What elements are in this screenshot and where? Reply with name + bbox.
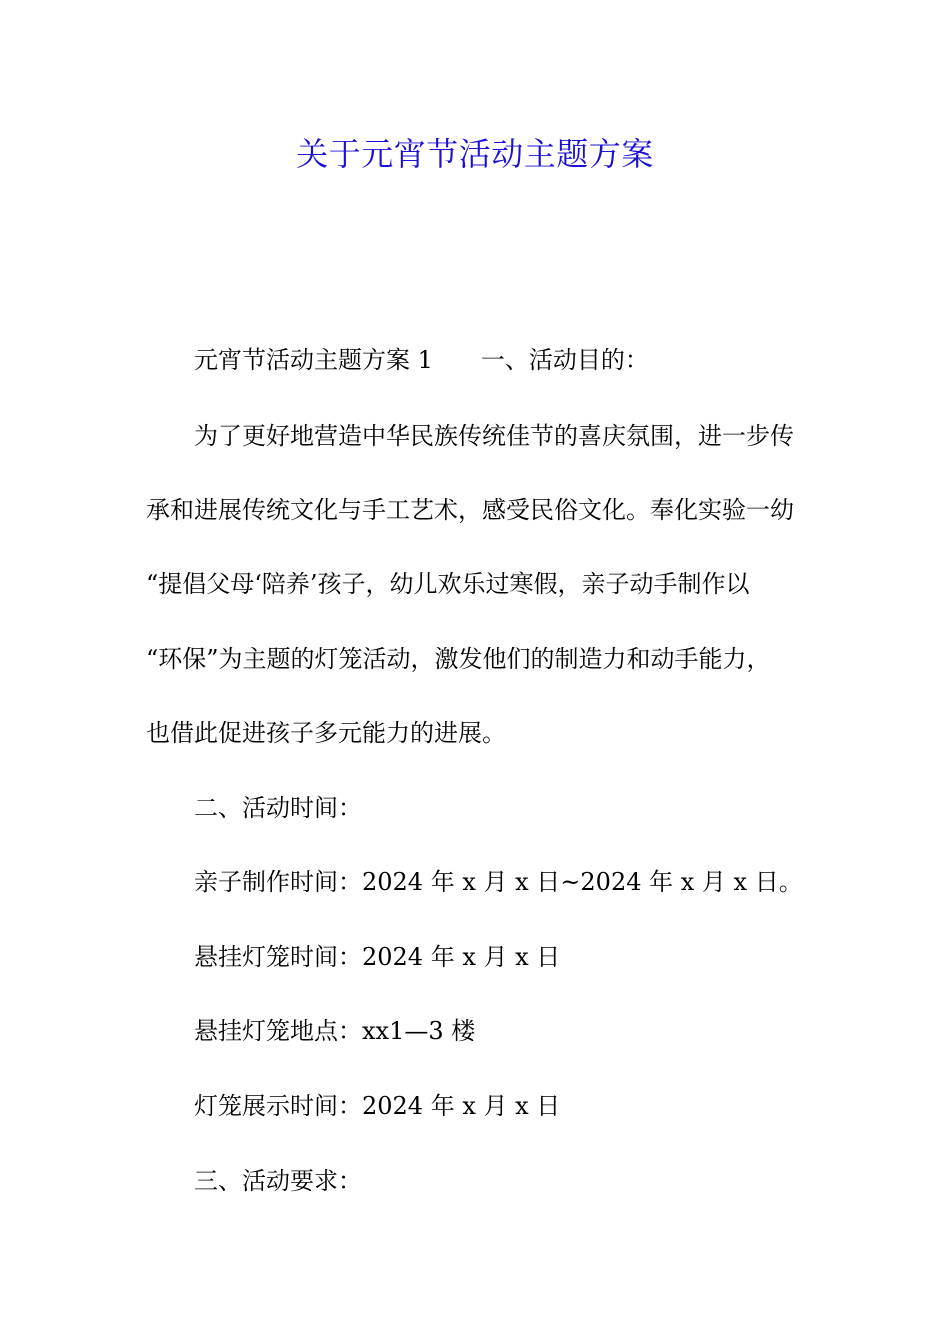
section-heading-requirements: 三、活动要求： bbox=[194, 1167, 362, 1195]
paragraph-line: 承和进展传统文化与手工艺术，感受民俗文化。奉化实验一幼 bbox=[146, 496, 794, 524]
time-item: 灯笼展示时间：2024 年 x 月 x 日 bbox=[194, 1092, 561, 1120]
paragraph-line: 也借此促进孩子多元能力的进展。 bbox=[146, 719, 506, 747]
time-item: 亲子制作时间：2024 年 x 月 x 日~2024 年 x 月 x 日。 bbox=[194, 868, 803, 896]
paragraph-line: “环保”为主题的灯笼活动，激发他们的制造力和动手能力， bbox=[146, 645, 771, 673]
document-title: 关于元宵节活动主题方案 bbox=[296, 135, 654, 173]
section-heading-time: 二、活动时间： bbox=[194, 794, 362, 822]
paragraph-line: 为了更好地营造中华民族传统佳节的喜庆氛围，进一步传 bbox=[194, 422, 794, 450]
plan-name: 元宵节活动主题方案 1 bbox=[194, 346, 433, 374]
time-item: 悬挂灯笼时间：2024 年 x 月 x 日 bbox=[194, 943, 561, 971]
section-heading-purpose: 一、活动目的： bbox=[480, 346, 649, 374]
plan-heading-line bbox=[194, 340, 874, 380]
paragraph-line: “提倡父母‘陪养’孩子，幼儿欢乐过寒假，亲子动手制作以 bbox=[146, 570, 750, 598]
time-item: 悬挂灯笼地点：xx1—3 楼 bbox=[194, 1017, 476, 1045]
